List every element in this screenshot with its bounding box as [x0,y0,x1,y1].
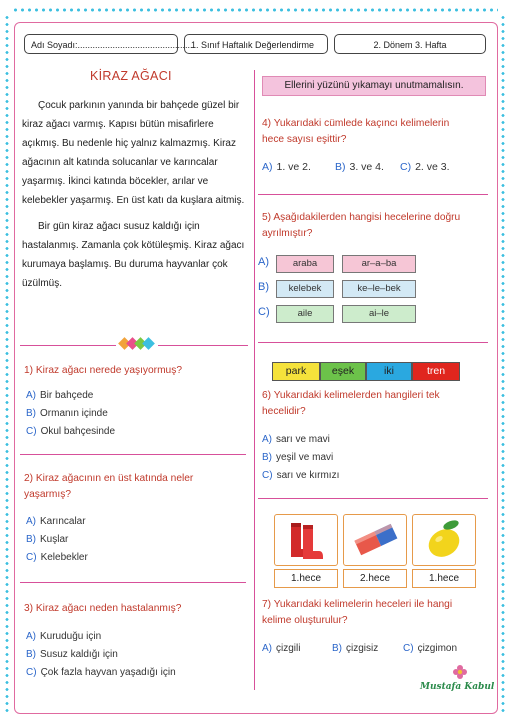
right-separator-1 [258,194,488,195]
q5-split-b[interactable]: ke–le–bek [342,280,416,298]
q5-option-a-letter[interactable]: A) [258,256,269,268]
question-1: 1) Kiraz ağacı nerede yaşıyormuş? [24,365,182,376]
hece-label-3: 1.hece [412,569,476,588]
question-2-line-2: yaşarmış? [24,489,71,500]
q7-option-c[interactable]: C) çizgimon [403,643,458,654]
author-signature: Mustafa Kabul [420,682,495,692]
flower-icon [452,664,468,680]
q2-option-b[interactable]: B) Kuşlar [26,534,69,545]
right-dot-border [500,14,506,712]
word-chip-iki: iki [366,362,412,381]
q6-option-a[interactable]: A) sarı ve mavi [262,434,330,445]
left-dot-border [4,14,10,712]
story-text [22,96,250,300]
q4-option-c[interactable]: C) 2. ve 3. [400,161,450,173]
q6-option-b[interactable]: B) yeşil ve mavi [262,452,334,463]
word-chip-tren: tren [412,362,460,381]
word-chip-esek: eşek [320,362,366,381]
eraser-icon [343,514,407,566]
test-title: 1. Sınıf Haftalık Değerlendirme [184,34,328,54]
hece-label-1: 1.hece [274,569,338,588]
q5-word-b[interactable]: kelebek [276,280,334,298]
q2-option-a[interactable]: A) Karıncalar [26,516,86,527]
q5-option-b-letter[interactable]: B) [258,281,269,293]
period-label: 2. Dönem 3. Hafta [334,34,486,54]
question-5-line-2: ayrılmıştır? [262,228,313,239]
question-7-line-2: kelime oluşturulur? [262,615,348,626]
q7-option-a[interactable]: A) çizgili [262,643,301,654]
q4-option-a[interactable]: A) 1. ve 2. [262,161,311,173]
q5-split-c[interactable]: ai–le [342,305,416,323]
q7-option-b[interactable]: B) çizgisiz [332,643,379,654]
hece-label-2: 2.hece [343,569,407,588]
q5-word-c[interactable]: aile [276,305,334,323]
sentence-banner: Ellerini yüzünü yıkamayı unutmamalısın. [262,76,486,96]
q1-option-a[interactable]: A) Bir bahçede [26,390,94,401]
q2-option-c[interactable]: C) Kelebekler [26,552,88,563]
question-4-line-2: hece sayısı eşittir? [262,134,347,145]
question-2-line-1: 2) Kiraz ağacının en üst katında neler [24,473,194,484]
q5-word-a[interactable]: araba [276,255,334,273]
q1-option-b[interactable]: B) Ormanın içinde [26,408,108,419]
q1-option-c[interactable]: C) Okul bahçesinde [26,426,116,437]
word-chip-park: park [272,362,320,381]
q5-option-c-letter[interactable]: C) [258,306,270,318]
q3-option-a[interactable]: A) Kuruduğu için [26,631,102,642]
q6-option-c[interactable]: C) sarı ve kırmızı [262,470,340,481]
question-5-line-1: 5) Aşağıdakilerden hangisi hecelerine doğru [262,212,461,223]
question-7-line-1: 7) Yukarıdaki kelimelerin heceleri ile hangi [262,599,453,610]
story-paragraph-2: Bir gün kiraz ağacı susuz kaldığı için hastalanmış. Zamanla çok kötüleşmiş. Kiraz ağacı kurumaya başlamış. Bu duruma hayvanlar çok üzülmüş. [22,221,245,289]
story-paragraph-1: Çocuk parkının yanında bir bahçede güzel bir kiraz ağacı varmış. Kapısı bütün misafirlere açıkmış. Bu nedenle hiç yalnız kalmazmış. Kiraz ağacının alt katında solucanlar ve karıncalar yaşarmış. İkinci katında böcekler, arılar ve kelebekler yaşarmış. En üst katı da kuşlara aitmiş. [22,100,245,206]
question-3: 3) Kiraz ağacı neden hastalanmış? [24,603,182,614]
story-title: KİRAZ AĞACI [90,69,172,83]
right-separator-3 [258,498,488,499]
name-field[interactable]: Adı Soyadı:............................................... [24,34,178,54]
question-6-line-2: hecelidir? [262,406,306,417]
question-6-line-1: 6) Yukarıdaki kelimelerden hangileri tek [262,390,440,401]
q5-split-a[interactable]: ar–a–ba [342,255,416,273]
top-dot-border [12,6,498,14]
question-4-line-1: 4) Yukarıdaki cümlede kaçıncı kelimelerin [262,118,450,129]
q3-option-c[interactable]: C) Çok fazla hayvan yaşadığı için [26,667,176,678]
q3-option-b[interactable]: B) Susuz kaldığı için [26,649,118,660]
q4-option-b[interactable]: B) 3. ve 4. [335,161,384,173]
column-divider [254,70,255,690]
right-separator-2 [258,342,488,343]
divider-motif [20,338,248,352]
left-separator-2 [20,582,246,583]
boots-icon [274,514,338,566]
lemon-icon [412,514,476,566]
left-separator-1 [20,454,246,455]
